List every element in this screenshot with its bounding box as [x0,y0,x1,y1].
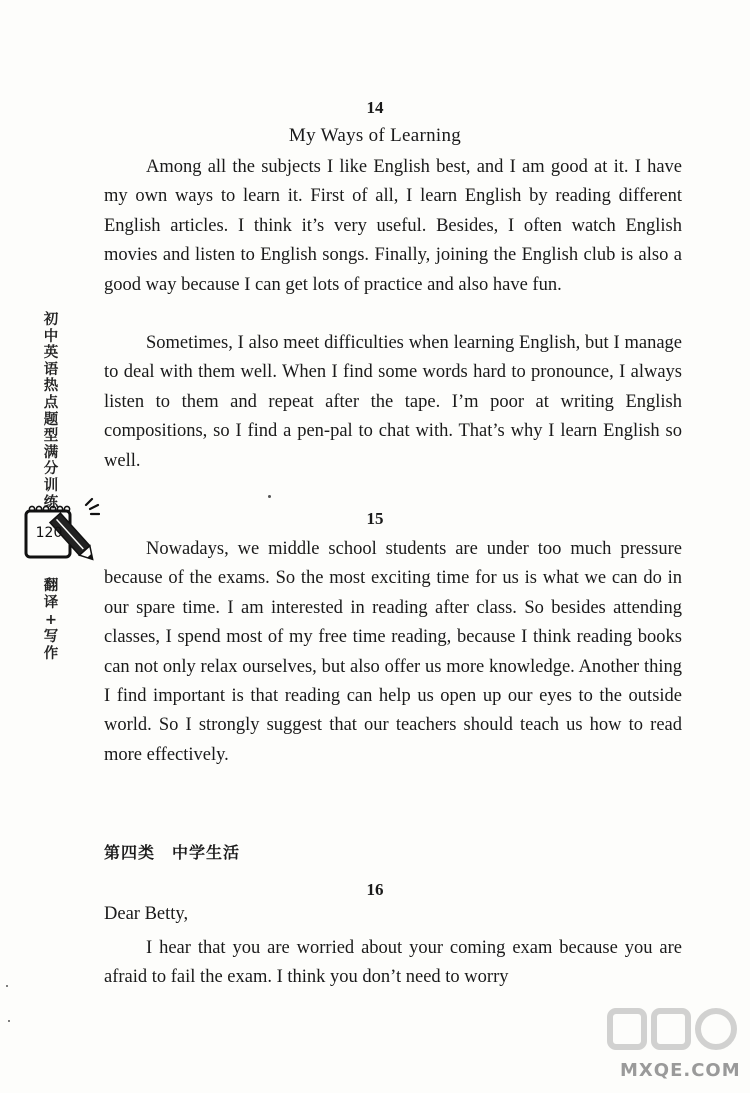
sidebar-char: 英 [43,345,59,362]
essay-14-title: My Ways of Learning [288,125,462,146]
scan-speck [8,1020,10,1022]
sidebar-char: 翻 [43,578,59,594]
sidebar-char: + [44,612,58,628]
sidebar-char: 译 [43,595,59,611]
sidebar-char: 点 [43,394,59,411]
sidebar-char: 热 [43,378,59,395]
watermark-text: MXQE.COM [620,1060,741,1081]
essay-14-paragraph-1: Among all the subjects I like English best, and I am good at it. I have my own ways to learn it. First of all, I learn English by reading different English articles. I think it’s very useful. Besides, I often watch English movies and listen to English songs. Finally, joining the English club is also a good way because I can get lots of practice and also have fun. [104,157,682,295]
sidebar-char: 分 [43,461,59,478]
sidebar-char: 型 [43,428,59,445]
scan-speck [6,985,8,987]
essay-16-paragraph-1: I hear that you are worried about your coming exam because you are afraid to fail the exam. I think you don’t need to worry [104,938,682,988]
sidebar-subtitle [36,578,66,663]
page-number: 120 [35,525,63,541]
sidebar-char: 练 [43,494,59,511]
essay-15-number: 15 [366,509,384,528]
sidebar-char: 中 [43,328,59,345]
essay-14-number: 14 [366,98,384,117]
sidebar-char: 写 [43,629,59,645]
sidebar-char: 语 [43,361,59,378]
essay-16-number: 16 [366,880,384,899]
sidebar-char: 题 [43,411,59,428]
sidebar-char: 初 [43,312,59,328]
sidebar-char: 作 [43,646,59,662]
essay-14-paragraph-2: Sometimes, I also meet difficulties when learning English, but I manage to deal with them well. When I find some words hard to pronounce, I always listen to them and repeat after the tape. I’m poor at writing English compositions, so I find a pen-pal to chat with. That’s why I learn English so well. [104,333,682,471]
sidebar-char: 满 [43,444,59,461]
scan-speck [268,495,271,498]
essay-15-paragraph-1: Nowadays, we middle school students are under too much pressure because of the exams. So the most exciting time for us is what we can do in our spare time. I am interested in reading after class. So besides attending classes, I spend most of my free time reading, because I think reading books can not only relax ourselves, but also offer us more knowledge. Another thing I find important is that reading can help us open up our eyes to the outside world. So I strongly suggest that our teachers should teach us how to read more effectively. [104,539,682,765]
sidebar-char: 训 [43,477,59,494]
essay-16-salutation: Dear Betty, [104,904,189,924]
sidebar-book-title [36,312,66,511]
section-heading: 第四类 中学生活 [104,843,241,862]
